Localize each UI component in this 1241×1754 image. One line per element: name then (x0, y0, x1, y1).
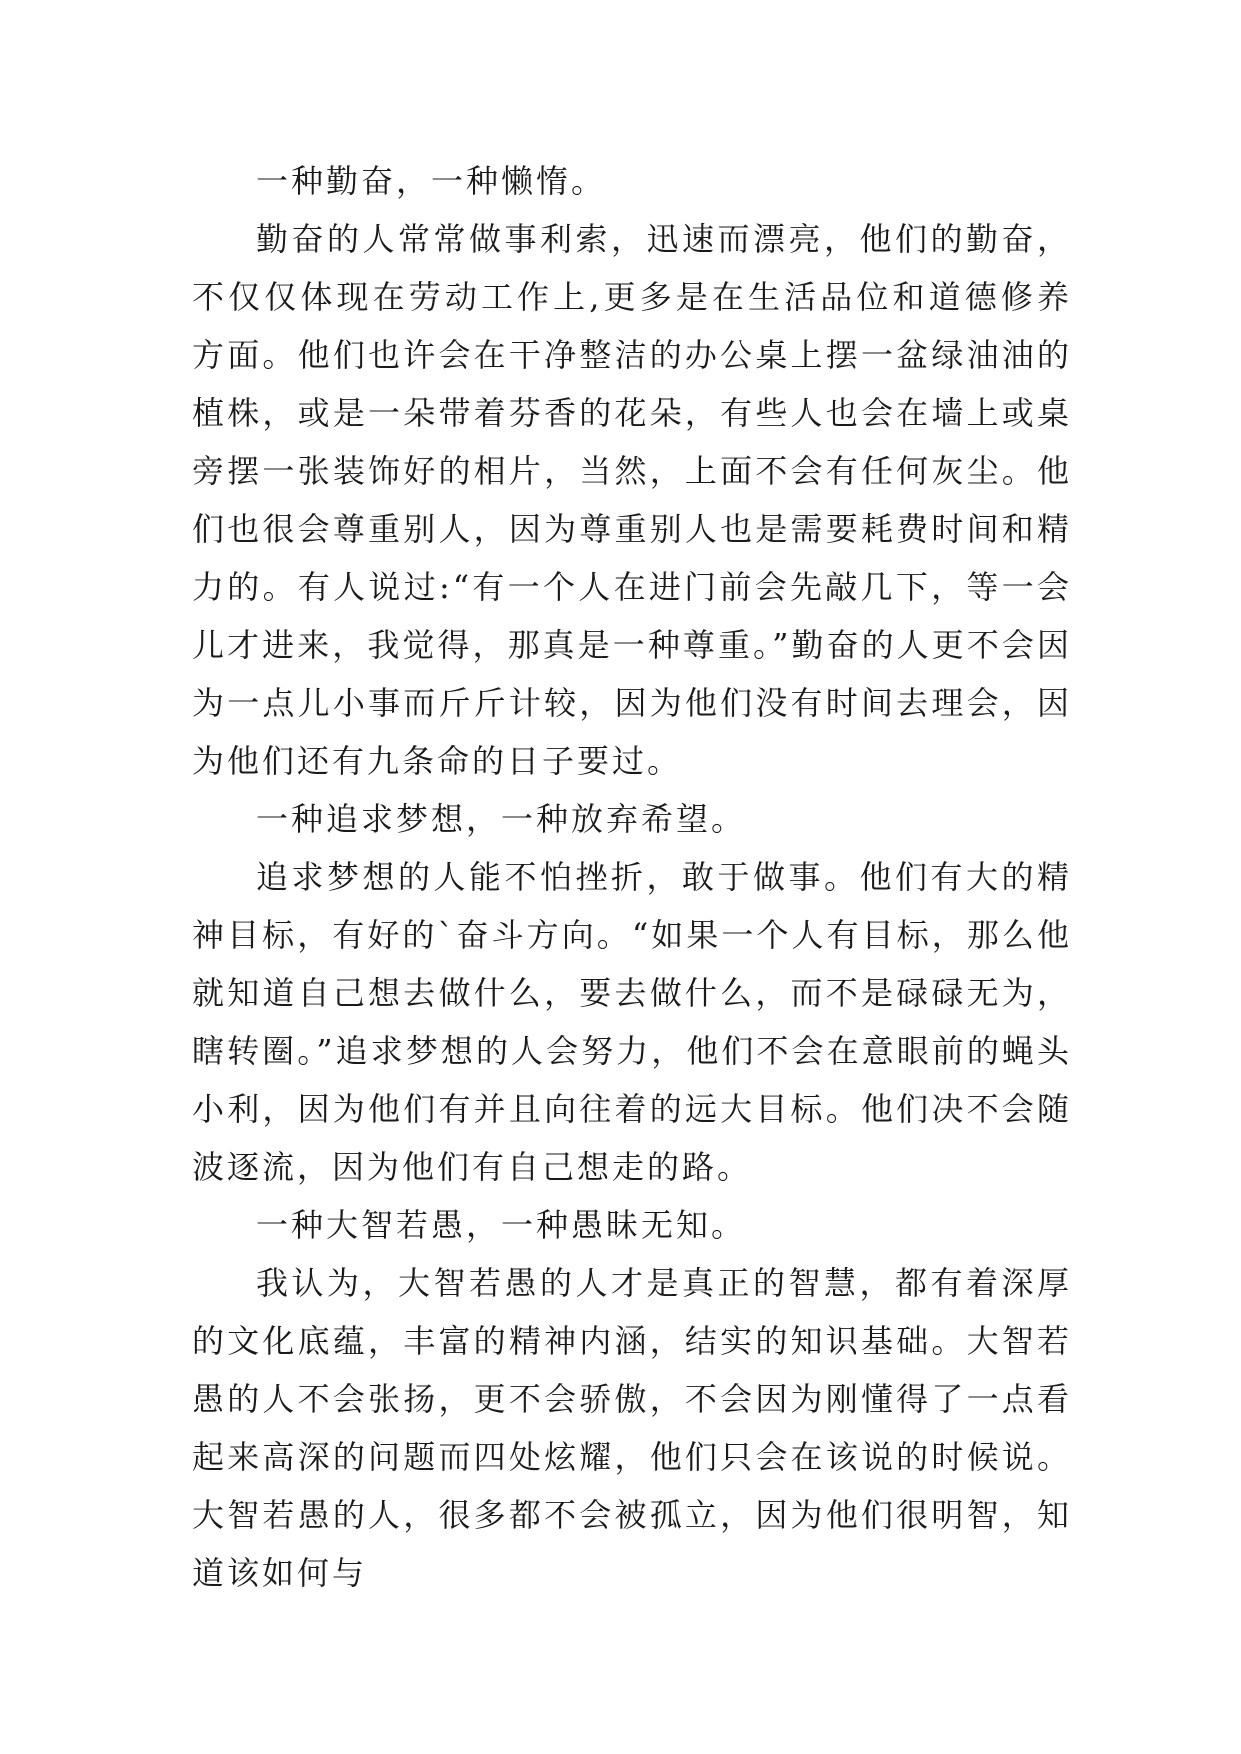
paragraph-diligence: 勤奋的人常常做事利索，迅速而漂亮，他们的勤奋，不仅仅体现在劳动工作上,更多是在生活品位和道德修养方面。他们也许会在干净整洁的办公桌上摆一盆绿油油的植株，或是一朵带着芬香的花朵，有些人也会在墙上或桌旁摆一张装饰好的相片，当然，上面不会有任何灰尘。他们也很会尊重别人，因为尊重别人也是需要耗费时间和精力的。有人说过:“有一个人在进门前会先敲几下，等一会儿才进来，我觉得，那真是一种尊重。”勤奋的人更不会因为一点儿小事而斤斤计较，因为他们没有时间去理会，因为他们还有九条命的日子要过。 (192, 220, 1072, 780)
paragraph-heading-dreams: 一种追求梦想，一种放弃希望。 (256, 800, 747, 838)
document-body (192, 152, 1072, 1602)
paragraph-wisdom: 我认为，大智若愚的人才是真正的智慧，都有着深厚的文化底蕴，丰富的精神内涵，结实的知识基础。大智若愚的人不会张扬，更不会骄傲，不会因为刚懂得了一点看起来高深的问题而四处炫耀，他们只会在该说的时候说。大智若愚的人，很多都不会被孤立，因为他们很明智，知道该如何与 (192, 1264, 1072, 1592)
paragraph-heading-diligence: 一种勤奋，一种懒惰。 (256, 162, 607, 200)
paragraph-heading-wisdom: 一种大智若愚，一种愚昧无知。 (256, 1206, 747, 1244)
paragraph-dreams: 追求梦想的人能不怕挫折，敢于做事。他们有大的精神目标，有好的`奋斗方向。“如果一个人有目标，那么他就知道自己想去做什么，要去做什么，而不是碌碌无为，瞎转圈。”追求梦想的人会努力，他们不会在意眼前的蝇头小利，因为他们有并且向往着的远大目标。他们决不会随波逐流，因为他们有自己想走的路。 (192, 858, 1072, 1186)
